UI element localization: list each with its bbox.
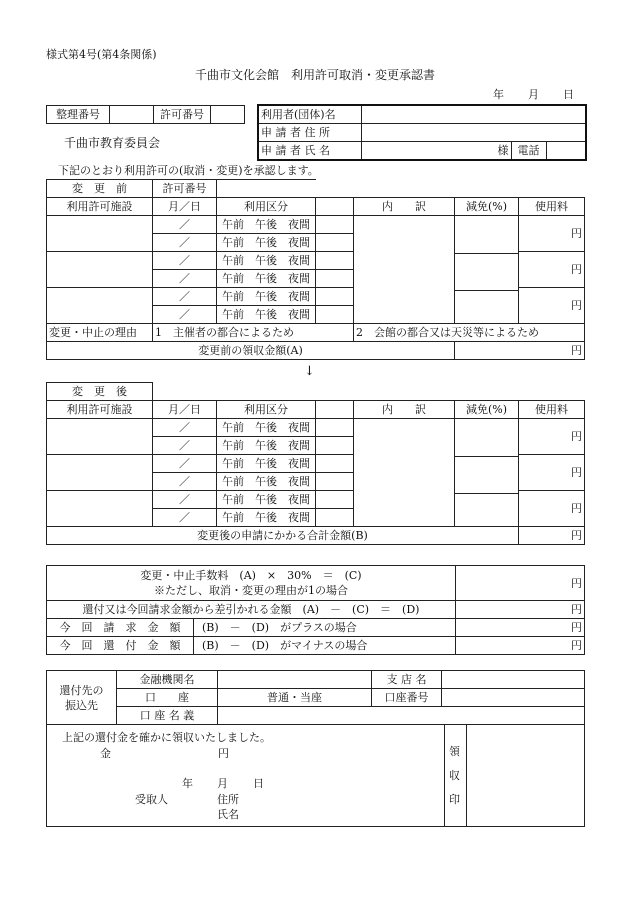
seal-divider-left (444, 724, 445, 827)
before-total-label: 変更前の領収金額(A) (47, 342, 455, 360)
detail-cell[interactable] (354, 419, 455, 527)
bill-yen[interactable]: 円 (456, 619, 585, 637)
slot-cell[interactable]: 午前 午後 夜間 (217, 437, 316, 455)
receipt-border-right (584, 724, 585, 827)
applicant-box (257, 104, 587, 161)
inst-label: 金融機関名 (117, 671, 218, 689)
kyoka-field[interactable] (211, 106, 245, 124)
facility-cell[interactable] (47, 288, 153, 324)
fee-yen: 円 (519, 216, 585, 252)
date-cell[interactable]: ／ (153, 473, 217, 491)
branch-field[interactable] (442, 671, 585, 689)
account-label: 口 座 (117, 689, 218, 707)
before-kyoka-label: 許可番号 (153, 180, 217, 198)
date-cell[interactable]: ／ (153, 419, 217, 437)
form-id: 様式第4号(第4条関係) (46, 48, 157, 61)
slot-cell[interactable]: 午前 午後 夜間 (217, 455, 316, 473)
slot-cell[interactable]: 午前 午後 夜間 (217, 509, 316, 527)
after-total-yen[interactable]: 円 (519, 527, 585, 545)
before-kyoka-field[interactable] (217, 180, 316, 198)
date-cell[interactable]: ／ (153, 455, 217, 473)
receiver-name: 氏名 (217, 808, 239, 821)
receipt-kin: 金 (100, 747, 111, 760)
date-cell[interactable]: ／ (153, 509, 217, 527)
bank-label-2: 振込先 (65, 698, 98, 712)
col-detail: 内 訳 (354, 401, 455, 419)
date-cell[interactable]: ／ (153, 491, 217, 509)
slot-cell[interactable]: 午前 午後 夜間 (217, 473, 316, 491)
seiri-field[interactable] (110, 106, 154, 124)
col-division: 利用区分 (217, 198, 316, 216)
col-facility: 利用許可施設 (47, 198, 153, 216)
seal-area[interactable] (467, 725, 583, 825)
col-date: 月／日 (153, 198, 217, 216)
account-type[interactable]: 普通・当座 (218, 689, 372, 707)
facility-cell[interactable] (47, 252, 153, 288)
committee-name: 千曲市教育委員会 (64, 136, 161, 150)
detail-cell[interactable] (354, 216, 455, 324)
col-reduction: 減免(%) (455, 401, 519, 419)
slot-cell[interactable]: 午前 午後 夜間 (217, 306, 316, 324)
facility-cell[interactable] (47, 419, 153, 455)
refund-desc: (B) － (D) がマイナスの場合 (194, 637, 456, 655)
col-fee: 使用料 (519, 401, 585, 419)
sama-label: 様 (361, 142, 511, 161)
col-date: 月／日 (153, 401, 217, 419)
date-cell[interactable]: ／ (153, 216, 217, 234)
facility-cell[interactable] (47, 491, 153, 527)
inst-field[interactable] (218, 671, 372, 689)
seal-label-2: 収 (449, 769, 460, 782)
bill-desc: (B) － (D) がプラスの場合 (194, 619, 456, 637)
fee-calc-yen[interactable]: 円 (456, 566, 585, 601)
date-cell[interactable]: ／ (153, 288, 217, 306)
deduct-label: 還付又は今回請求金額から差引かれる金額 (A) － (C) ＝ (D) (47, 601, 456, 619)
date-cell[interactable]: ／ (153, 252, 217, 270)
receipt-line: 上記の還付金を確かに領収いたしました。 (62, 731, 271, 744)
facility-cell[interactable] (47, 216, 153, 252)
receipt-year: 年 (182, 777, 193, 790)
intro-text: 下記のとおり利用許可の(取消・変更)を承認します。 (58, 164, 319, 177)
slot-cell[interactable]: 午前 午後 夜間 (217, 491, 316, 509)
date-cell[interactable]: ／ (153, 234, 217, 252)
after-total-label: 変更後の申請にかかる合計金額(B) (47, 527, 519, 545)
reason-option-1[interactable]: 1 主催者の都合によるため (153, 324, 354, 342)
receiver-address: 住所 (217, 793, 239, 806)
date-month: 月 (528, 88, 539, 101)
slot-cell[interactable]: 午前 午後 夜間 (217, 288, 316, 306)
user-name-field[interactable] (361, 105, 586, 124)
date-day: 日 (563, 88, 574, 101)
before-label: 変 更 前 (47, 180, 153, 198)
receipt-day: 日 (253, 777, 264, 790)
col-reduction: 減免(%) (455, 198, 519, 216)
fee-yen: 円 (519, 455, 585, 491)
seal-label-1: 領 (449, 745, 460, 758)
before-table (46, 179, 585, 360)
number-box (46, 105, 245, 124)
receipt-yen: 円 (218, 747, 229, 760)
slot-cell[interactable]: 午前 午後 夜間 (217, 419, 316, 437)
calc-table (46, 565, 585, 655)
fee-yen: 円 (519, 252, 585, 288)
date-year: 年 (493, 88, 504, 101)
slot-cell[interactable]: 午前 午後 夜間 (217, 270, 316, 288)
holder-label: 口 座 名 義 (117, 707, 218, 725)
applicant-label: 申 請 者 氏 名 (258, 142, 361, 161)
reason-option-2[interactable]: 2 会館の都合又は天災等によるため (354, 324, 585, 342)
seal-label-3: 印 (449, 793, 460, 806)
bank-label-1: 還付先の (59, 683, 104, 697)
kyoka-label: 許可番号 (154, 106, 211, 124)
fee-yen: 円 (519, 288, 585, 324)
tel-label: 電話 (511, 142, 546, 161)
fee-calc-line2: ※ただし、取消・変更の理由が1の場合 (154, 584, 348, 597)
facility-cell[interactable] (47, 455, 153, 491)
fee-calc-line1: 変更・中止手数料 (A) × 30% ＝ (C) (140, 569, 362, 582)
after-table (46, 382, 585, 545)
branch-label: 支 店 名 (372, 671, 442, 689)
col-facility: 利用許可施設 (47, 401, 153, 419)
account-number-field[interactable] (442, 689, 585, 707)
tel-field[interactable] (546, 142, 586, 161)
bill-label: 今 回 請 求 金 額 (47, 619, 194, 637)
bank-label (47, 671, 117, 725)
before-total-yen[interactable]: 円 (455, 342, 585, 360)
date-cell[interactable]: ／ (153, 306, 217, 324)
fee-yen: 円 (519, 419, 585, 455)
reason-label: 変更・中止の理由 (47, 324, 153, 342)
fee-calc-label (47, 566, 456, 601)
seiri-label: 整理番号 (47, 106, 110, 124)
account-number-label: 口座番号 (372, 689, 442, 707)
receipt-border-bottom (46, 826, 585, 827)
date-cell[interactable]: ／ (153, 270, 217, 288)
slot-cell[interactable]: 午前 午後 夜間 (217, 234, 316, 252)
after-label: 変 更 後 (47, 383, 153, 401)
address-label: 申 請 者 住 所 (258, 124, 361, 142)
fee-yen: 円 (519, 491, 585, 527)
page-title: 千曲市文化会館 利用許可取消・変更承認書 (195, 68, 436, 82)
refund-label: 今 回 還 付 金 額 (47, 637, 194, 655)
slot-cell[interactable]: 午前 午後 夜間 (217, 216, 316, 234)
date-cell[interactable]: ／ (153, 437, 217, 455)
address-field[interactable] (361, 124, 586, 142)
bank-table (46, 670, 585, 725)
receipt-month: 月 (217, 777, 228, 790)
receiver-label: 受取人 (135, 793, 168, 806)
col-detail: 内 訳 (354, 198, 455, 216)
holder-field[interactable] (218, 707, 585, 725)
refund-yen[interactable]: 円 (456, 637, 585, 655)
user-name-label: 利用者(団体)名 (258, 105, 361, 124)
receipt-border-left (46, 724, 47, 827)
slot-cell[interactable]: 午前 午後 夜間 (217, 252, 316, 270)
col-fee: 使用料 (519, 198, 585, 216)
col-division: 利用区分 (217, 401, 316, 419)
deduct-yen[interactable]: 円 (456, 601, 585, 619)
down-arrow-icon: ↓ (304, 364, 315, 379)
